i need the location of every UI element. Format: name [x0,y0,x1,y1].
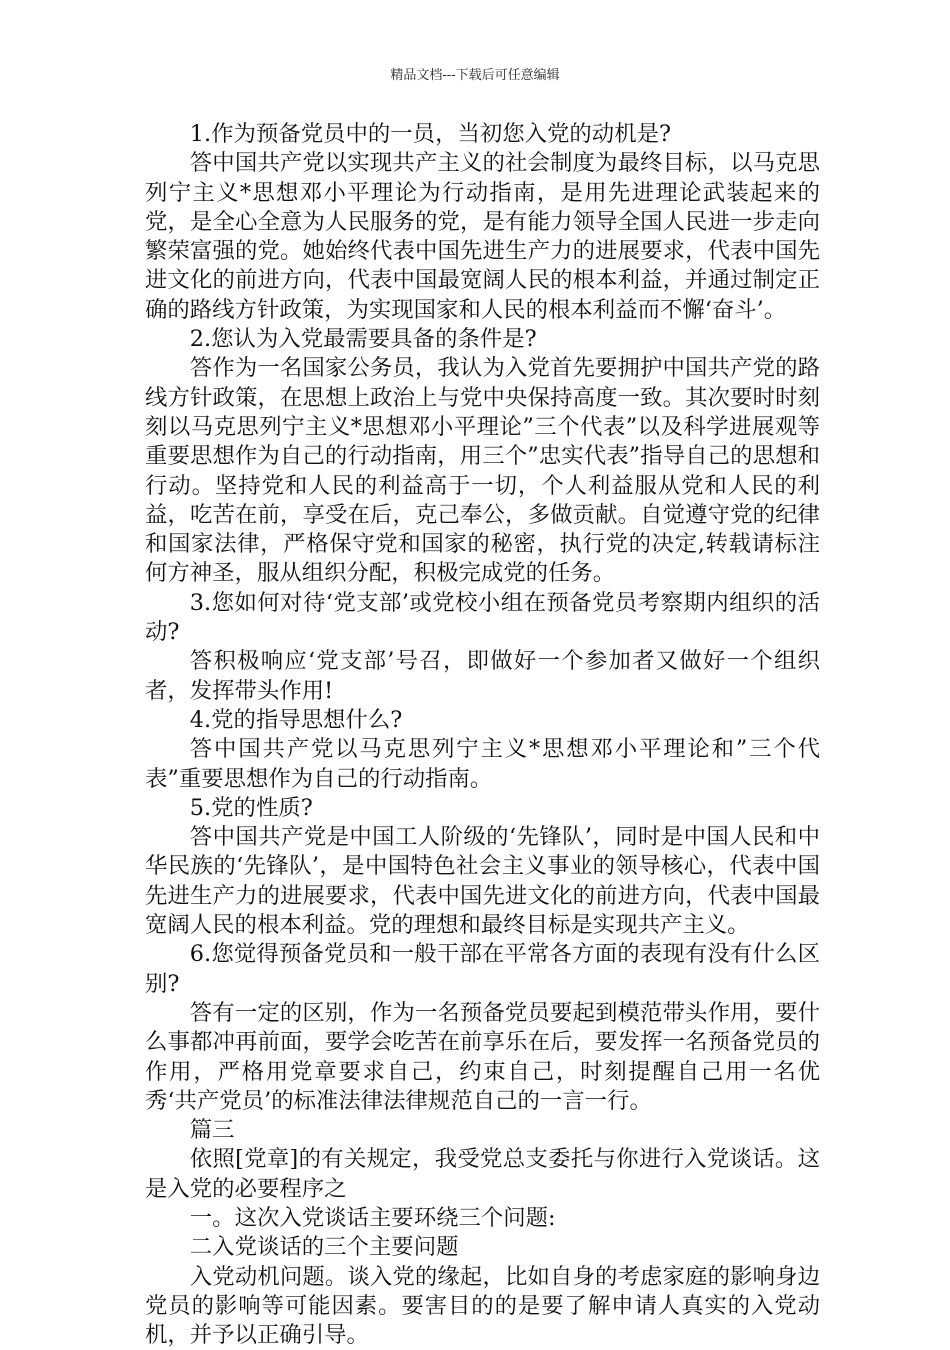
section-heading: 篇三 [189,1117,235,1144]
paragraph: 答中国共产党以实现共产主义的社会制度为最终目标，以马克思列宁主义*思想邓小平理论为行动指南，是用先进理论武装起来的党，是全心全意为人民服务的党，是有能力领导全国人民进一步走向繁荣富强的党。她始终代表中国先进生产力的进展要求，代表中国先进文化的前进方向，代表中国最宽阔人民的根本利益，并通过制定正确的路线方针政策，为实现国家和人民的根本利益而不懈‘奋斗’。 [145,150,820,323]
paragraph: 2.您认为入党最需要具备的条件是? [189,326,537,353]
paragraph: 6.您觉得预备党员和一般干部在平常各方面的表现有没有什么区别? [145,941,820,997]
paragraph: 3.您如何对待‘党支部’或党校小组在预备党员考察期内组织的活动? [145,589,820,646]
paragraph: 5.党的性质? [189,794,313,821]
paragraph: 一。这次入党谈话主要环绕三个问题: [189,1204,556,1231]
paragraph: 二入党谈话的三个主要问题 [189,1234,459,1261]
page-header: 精品文档---下载后可任意编辑 [390,68,560,83]
paragraph: 依照[党章]的有关规定，我受党总支委托与你进行入党谈话。这是入党的必要程序之 [145,1146,820,1202]
document-body [145,120,820,1350]
paragraph: 入党动机问题。谈入党的缘起，比如自身的考虑家庭的影响身边党员的影响等可能因素。要害目的的是要了解申请人真实的入党动机，并予以正确引导。 [145,1263,820,1349]
paragraph: 答积极响应‘党支部’号召，即做好一个参加者又做好一个组织者，发挥带头作用! [145,648,820,704]
paragraph: 4.党的指导思想什么? [189,706,403,733]
paragraph: 1.作为预备党员中的一员，当初您入党的动机是? [189,121,671,147]
paragraph: 答有一定的区别，作为一名预备党员要起到模范带头作用，要什么事都冲再前面，要学会吃苦在前享乐在后，要发挥一名预备党员的作用，严格用党章要求自己，约束自己，时刻提醒自己用一名优秀‘共产党员’的标准法律法律规范自己的一言一行。 [145,999,820,1114]
paragraph: 答作为一名国家公务员，我认为入党首先要拥护中国共产党的路线方针政策，在思想上政治上与党中央保持高度一致。其次要时时刻刻以马克思列宁主义*思想邓小平理论”三个代表”以及科学进展观等重要思想作为自己的行动指南，用三个”忠实代表”指导自己的思想和行动。坚持党和人民的利益高于一切，个人利益服从党和人民的利益，吃苦在前，享受在后，克己奉公，多做贡献。自觉遵守党的纪律和国家法律，严格保守党和国家的秘密，执行党的决定,转载请标注何方神圣，服从组织分配，积极完成党的任务。 [145,355,820,587]
paragraph: 答中国共产党是中国工人阶级的‘先锋队’，同时是中国人民和中华民族的‘先锋队’，是中国特色社会主义事业的领导核心，代表中国先进生产力的进展要求，代表中国先进文化的前进方向，代表中国最宽阔人民的根本利益。党的理想和最终目标是实现共产主义。 [145,824,820,939]
paragraph: 答中国共产党以马克思列宁主义*思想邓小平理论和”三个代表”重要思想作为自己的行动指南。 [145,736,820,792]
